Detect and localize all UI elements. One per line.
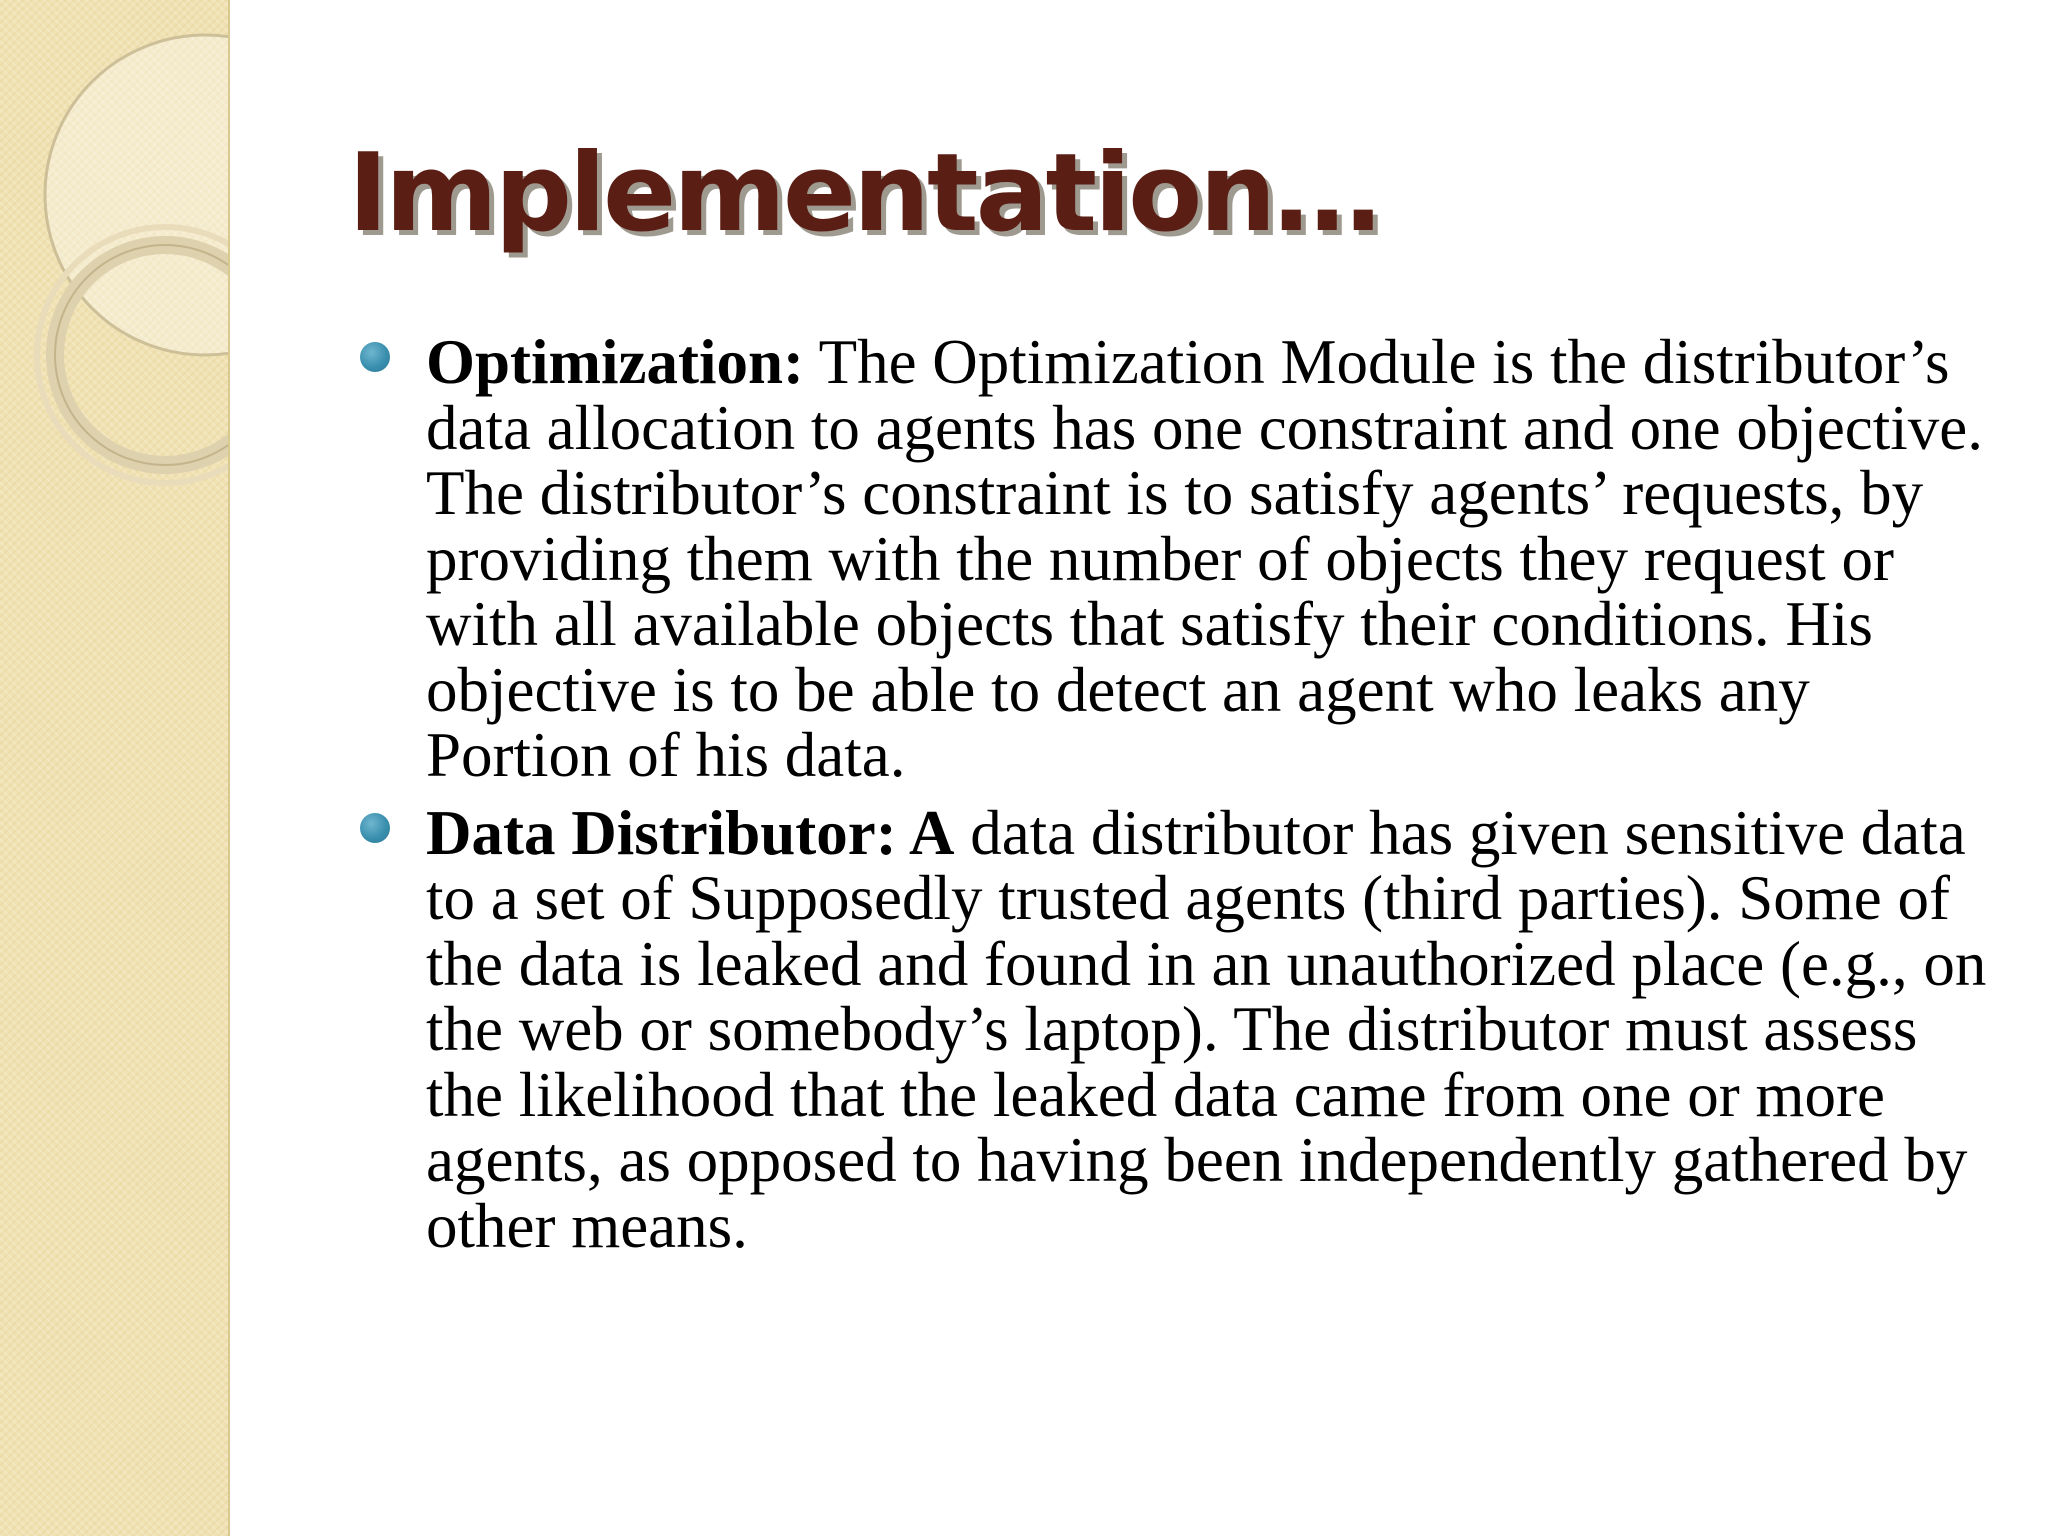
slide-title: Implementation… bbox=[348, 131, 1379, 256]
bullet-term: Data Distributor: A bbox=[426, 797, 955, 868]
bullet-term: Optimization: bbox=[426, 327, 804, 397]
bullet-dot-icon bbox=[360, 813, 390, 843]
bullet-dot-icon bbox=[360, 342, 390, 372]
bullet-text: The Optimization Module is the distributor’s data allocation to agents has one constraint and one objective. The distributor’s constraint is to satisfy agents’ requests, by providing them with the number of objects they request or with all available objects that satisfy their conditions. His objective is to be able to detect an agent who leaks any Portion of his data. bbox=[426, 327, 1983, 790]
bullet-data-distributor bbox=[360, 797, 2000, 1261]
decorative-side-panel bbox=[0, 0, 230, 1536]
ring-decoration bbox=[0, 0, 228, 1536]
bullet-text: data distributor has given sensitive data to a set of Supposedly trusted agents (third parties). Some of the data is leaked and found in an unauthorized place (e.g., on the web or somebody’s laptop). The distributor must assess the likelihood that the leaked data came from one or more agents, as opposed to having been independently gathered by other means. bbox=[426, 797, 1987, 1261]
bullet-optimization bbox=[360, 327, 2000, 790]
bullet-list bbox=[360, 327, 2000, 1271]
